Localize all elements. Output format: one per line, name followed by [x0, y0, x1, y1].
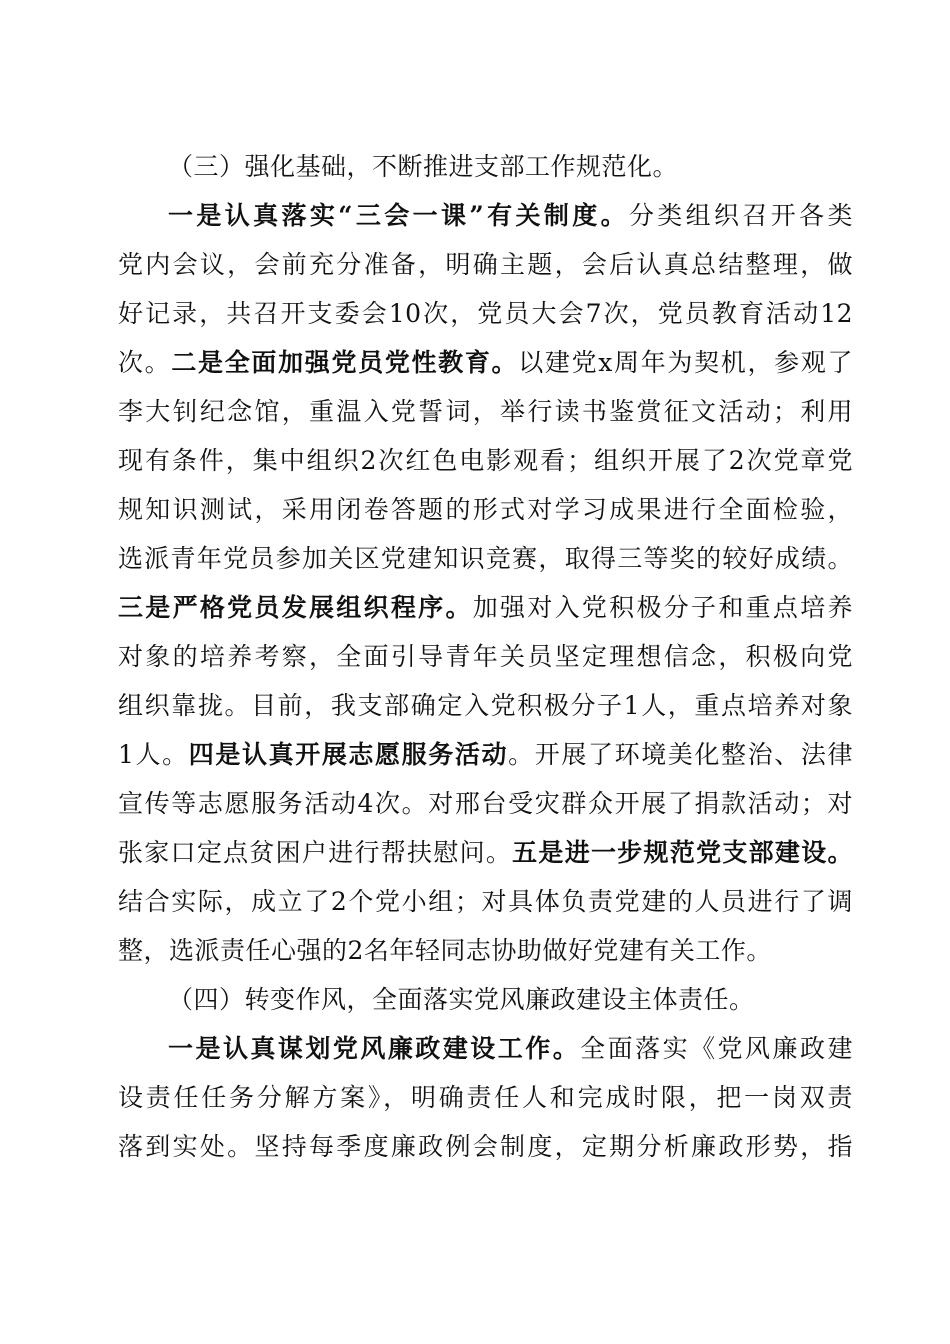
- paragraph-line: [118, 1122, 853, 1171]
- bold-run: 四是认真开展志愿服务活动: [188, 740, 509, 769]
- paragraph-line: [118, 632, 853, 681]
- bold-run: 五是进一步规范党支部建设。: [512, 838, 853, 867]
- text-run: 结合实际，成立了2个党小组；对具体负责党建的人员进行了调: [118, 887, 853, 916]
- paragraph-line: [118, 436, 853, 485]
- text-run: （三）强化基础，不断推进支部工作规范化。: [168, 152, 679, 181]
- paragraph-line: [118, 779, 853, 828]
- text-run: 加强对入党积极分子和重点培养: [472, 593, 853, 622]
- text-run: 宣传等志愿服务活动4次。对邢台受灾群众开展了捐款活动；对: [118, 789, 853, 818]
- text-run: 李大钊纪念馆，重温入党誓词，举行读书鉴赏征文活动；利用: [118, 397, 853, 426]
- heading-section-3: [118, 142, 853, 191]
- text-run: 次。: [118, 348, 172, 377]
- text-run: （四）转变作风，全面落实党风廉政建设主体责任。: [168, 985, 755, 1014]
- text-run: 张家口定点贫困户进行帮扶慰问。: [118, 838, 513, 867]
- bold-run: 一是认真谋划党风廉政建设工作。: [168, 1034, 581, 1063]
- text-run: 整，选派责任心强的2名年轻同志协助做好党建有关工作。: [118, 936, 772, 965]
- bold-run: 二是全面加强党员党性教育。: [171, 348, 519, 377]
- paragraph-line: [118, 681, 853, 730]
- paragraph-line: [118, 191, 853, 240]
- heading-section-4: [118, 975, 853, 1024]
- paragraph-line: [118, 828, 853, 877]
- paragraph-line: [118, 1073, 853, 1122]
- text-run: 1人。: [118, 740, 189, 769]
- paragraph-line: [118, 289, 853, 338]
- text-run: 。开展了环境美化整治、法律: [508, 740, 853, 769]
- text-run: 全面落实《党风廉政建: [580, 1034, 853, 1063]
- paragraph-line: [118, 338, 853, 387]
- text-run: 落到实处。坚持每季度廉政例会制度，定期分析廉政形势，指: [118, 1132, 853, 1161]
- paragraph-line: [118, 485, 853, 534]
- text-run: 以建党x周年为契机，参观了: [518, 348, 853, 377]
- text-run: 好记录，共召开支委会10次，党员大会7次，党员教育活动12: [118, 299, 853, 328]
- paragraph-line: [118, 730, 853, 779]
- paragraph-line: [118, 877, 853, 926]
- text-run: 对象的培养考察，全面引导青年关员坚定理想信念，积极向党: [118, 642, 853, 671]
- text-run: 设责任任务分解方案》，明确责任人和完成时限，把一岗双责: [118, 1083, 853, 1112]
- paragraph-line: [118, 387, 853, 436]
- document-page: [118, 142, 853, 1171]
- paragraph-line: [118, 240, 853, 289]
- paragraph-line: [118, 534, 853, 583]
- paragraph-line: [118, 583, 853, 632]
- paragraph-line: [118, 926, 853, 975]
- bold-run: 三是严格党员发展组织程序。: [118, 593, 473, 622]
- text-run: 规知识测试，采用闭卷答题的形式对学习成果进行全面检验，: [118, 495, 853, 524]
- text-run: 现有条件，集中组织2次红色电影观看；组织开展了2次党章党: [118, 446, 853, 475]
- paragraph-line: [118, 1024, 853, 1073]
- text-run: 分类组织召开各类: [628, 201, 853, 230]
- bold-run: 一是认真落实“三会一课”有关制度。: [168, 201, 629, 230]
- text-run: 党内会议，会前充分准备，明确主题，会后认真总结整理，做: [118, 250, 853, 279]
- text-run: 组织靠拢。目前，我支部确定入党积极分子1人，重点培养对象: [118, 691, 853, 720]
- text-run: 选派青年党员参加关区党建知识竞赛，取得三等奖的较好成绩。: [118, 544, 853, 573]
